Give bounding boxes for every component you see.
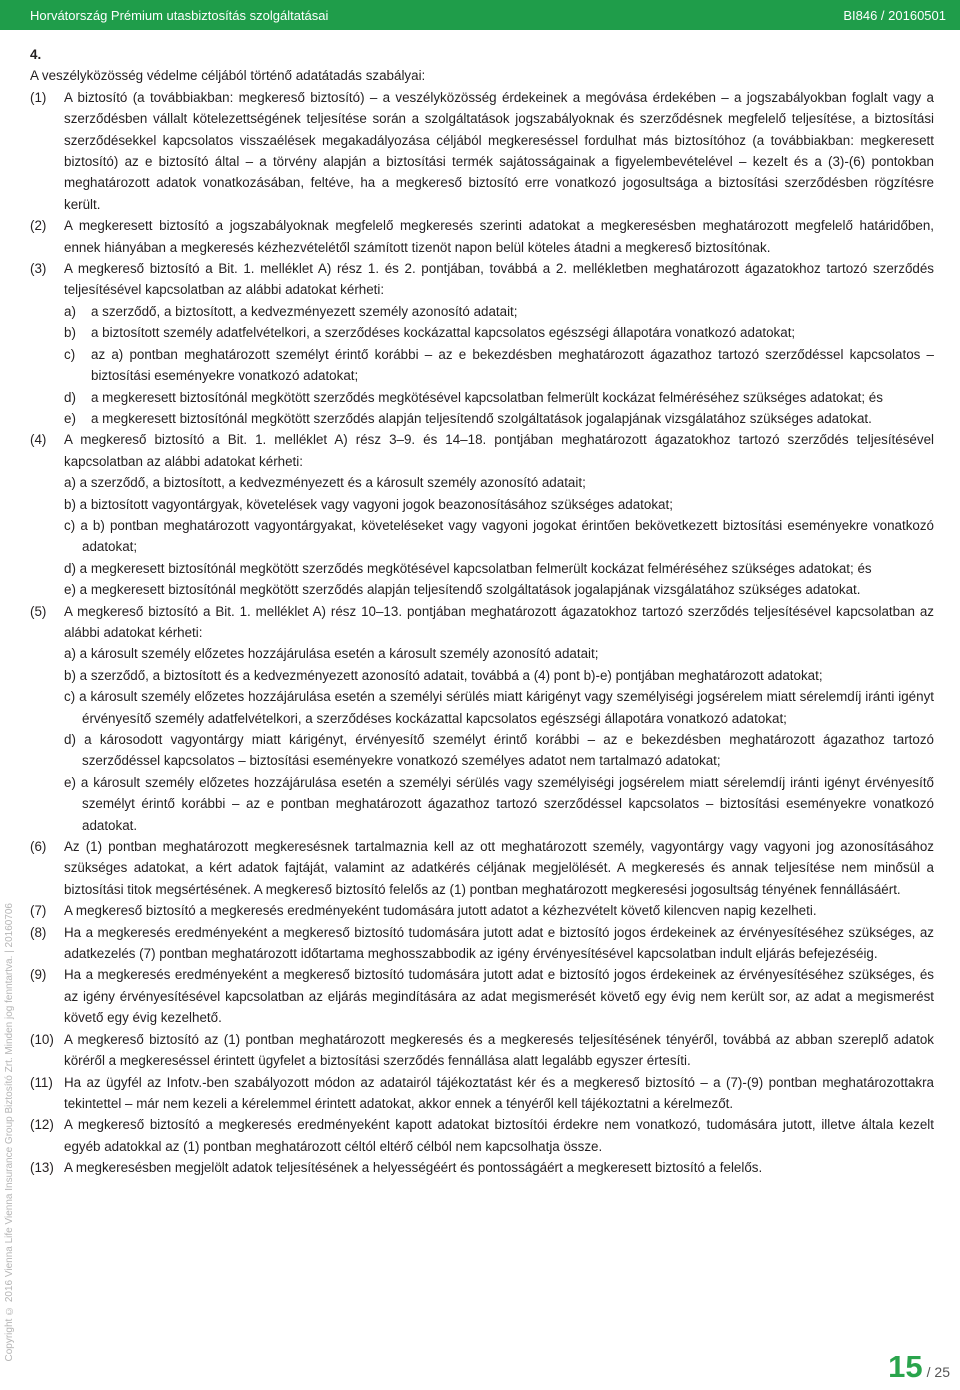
item-number: (1): [30, 89, 47, 105]
copyright-notice: Copyright © 2016 Vienna Life Vienna Insurance Group Biztosító Zrt. Minden jog fenntartva. | 20160706: [4, 903, 15, 1362]
item-body: [64, 429, 934, 600]
current-page: 15: [888, 1349, 923, 1384]
sub-item-text: a megkeresett biztosítónál megkötött szerződés alapján teljesítendő szolgáltatások jogalapjának vizsgálatához szükséges adatokat.: [91, 410, 872, 426]
item-body: [64, 900, 934, 921]
item-body: [64, 964, 934, 1028]
item-number: (7): [30, 903, 47, 919]
item-body: [64, 1029, 934, 1072]
sub-item-d: [64, 729, 934, 772]
sub-item-label: b): [64, 325, 76, 341]
item-10: [30, 1029, 934, 1072]
item-number: (10): [30, 1031, 54, 1047]
sub-item-label: c): [64, 689, 76, 705]
sub-item-text: a megkeresett biztosítónál megkötött szerződés megkötésével kapcsolatban felmerült kockázat felméréséhez szükséges adatokat; és: [91, 389, 883, 405]
sub-item-text: a megkeresett biztosítónál megkötött szerződés megkötésével kapcsolatban felmerült kockázat felméréséhez szükséges adatokat; és: [79, 560, 872, 576]
item-8: [30, 922, 934, 965]
section-number: 4.: [30, 47, 42, 62]
sub-item-label: b): [64, 496, 76, 512]
item-4: [30, 429, 934, 600]
item-body: [64, 215, 934, 258]
sub-item-d: [64, 387, 934, 408]
sub-item-text: a károsodott vagyontárgy miatt kárigényt, érvényesítő személyt érintő korábbi – az e bekezdésben meghatározott ágazathoz tartozó szerződéssel kapcsolatos – biztosítási eseményekre vonatkozó személyes adatot nem tartalmazó adatokat;: [82, 732, 934, 769]
item-text: A megkeresett biztosító a jogszabályoknak megfelelő megkeresés szerinti adatokat a megkeresésben meghatározott megfelelő határidőben, ennek hiányában a megkeresés kézhezvételétől számított tizenöt napon belül köteles átadni a megkereső biztosítónak.: [64, 218, 934, 255]
sub-item-d: [64, 558, 934, 579]
sub-item-text: az a) pontban meghatározott személyt érintő korábbi – az e bekezdésben meghatározott ágazathoz tartozó szerződéssel kapcsolatos – biztosítási eseményekre vonatkozó adatokat;: [91, 346, 934, 384]
sub-item-b: [64, 494, 934, 515]
item-13: [30, 1157, 934, 1178]
page-header: [0, 0, 960, 30]
section-heading: A veszélyközösség védelme céljából történő adatátadás szabályai:: [30, 68, 426, 84]
item-body: [64, 87, 934, 215]
item-number: (4): [30, 432, 47, 448]
item-number: (6): [30, 839, 47, 855]
sub-item-label: e): [64, 582, 76, 598]
item-9: [30, 964, 934, 1028]
sub-item-e: [64, 408, 934, 429]
item-5: [30, 601, 934, 836]
sub-item-text: a szerződő, a biztosított, a kedvezményezett személy azonosító adatait;: [91, 303, 518, 319]
item-text: A megkereső biztosító a Bit. 1. melléklet A) rész 10–13. pontjában meghatározott ágazatokhoz tartozó szerződés teljesítésével kapcsolatban az alábbi adatokat kérheti:: [64, 603, 934, 640]
item-number: (11): [30, 1074, 53, 1090]
item-body: [64, 1072, 934, 1115]
item-number: (3): [30, 261, 47, 277]
sub-item-a: [64, 643, 934, 664]
item-number: (12): [30, 1117, 54, 1133]
sub-item-c: [64, 686, 934, 729]
sub-item-label: e): [64, 410, 76, 426]
header-title: Horvátország Prémium utasbiztosítás szolgáltatásai: [30, 8, 329, 23]
sub-item-label: d): [64, 389, 76, 405]
item-12: [30, 1114, 934, 1157]
sub-item-text: a károsult személy előzetes hozzájárulása esetén a személyi sérülés vagy személyiségi jogsérelem miatt sérelemdíj iránti igényt érvényesítő személyt érintő korábbi – az e pontban meghatározott ágazathoz tartozó szerződéssel kapcsolatos – biztosítási eseményekre vonatkozó adatokat.: [80, 774, 934, 833]
sub-item-text: a károsult személy előzetes hozzájárulása esetén a személyi sérülés miatt kárigényt vagy személyiségi jogsérelem miatt sérelemdíj iránti igényt érvényesítő személy adatfelvételkori, a szerződéses kockázattal kapcsolatos egészségi állapotára vonatkozó adatokat;: [79, 689, 934, 726]
sub-item-a: [64, 301, 934, 322]
sub-item-label: a): [64, 475, 76, 491]
sub-item-label: d): [64, 732, 76, 747]
item-body: [64, 836, 934, 900]
item-text: A megkereső biztosító a megkeresés eredményeként kapott adatokat biztosítói érdekre nem vonatkozó, tudomására jutott, illetve általa kezelt egyéb adatokkal az (1) pontban meghatározott céltól eltérő célból nem kapcsolhatja össze.: [64, 1117, 934, 1154]
sub-item-e: [64, 772, 934, 836]
sub-item-a: [64, 472, 934, 493]
item-text: A megkereső biztosító az (1) pontban meghatározott megkeresés és a megkeresés teljesítésének tényéről, továbbá az abban szereplő adatok köréről a megkereséssel érintett ügyfelet a biztosítási szerződés fennállása alatt legalább egyszer értesíti.: [64, 1031, 934, 1069]
sub-item-text: a szerződő, a biztosított és a kedvezményezett azonosító adatait, továbbá a (4) pont b)-e) pontjában meghatározott adatokat;: [79, 667, 823, 683]
item-1: [30, 87, 934, 215]
item-11: [30, 1072, 934, 1115]
item-text: Ha a megkeresés eredményeként a megkereső biztosító tudomására jutott adat e biztosító jogos érdekeinek az érvényesítéséhez szükséges, és az igény érvényesítésével kapcsolatban az eljárás megindítására az adat megismerését követő egy évig nem került sor, az adat a megismerést követő egy évig kezelhető.: [64, 967, 934, 1026]
sub-item-b: [64, 322, 934, 343]
sub-item-label: b): [64, 667, 76, 683]
item-text: A megkereső biztosító a Bit. 1. melléklet A) rész 3–9. és 14–18. pontjában meghatározott ágazatokhoz tartozó szerződés teljesítésével kapcsolatban az alábbi adatokat kérheti:: [64, 432, 934, 469]
item-3: [30, 258, 934, 429]
sub-item-label: a): [64, 646, 76, 662]
page-number: [888, 1351, 950, 1382]
sub-item-label: e): [64, 774, 76, 790]
sub-item-e: [64, 579, 934, 600]
item-body: [64, 601, 934, 836]
total-pages: / 25: [926, 1364, 950, 1380]
item-text: Ha a megkeresés eredményeként a megkereső biztosító tudomására jutott adat e biztosító jogos érdekeinek az érvényesítéséhez szükséges, az adatkezelés (7) pontban meghatározott időtartama meghosszabbodik az igény érvényesítésével kapcsolatban indult eljárás befejezéséig.: [64, 924, 934, 962]
sub-item-b: [64, 665, 934, 686]
item-text: A biztosító (a továbbiakban: megkereső biztosító) – a veszélyközösség érdekeinek a megóvása érdekében – a jogszabályokban foglalt vagy a szerződésben vállalt kötelezettségének teljesítése során a szolgáltatások jogszabályoknak és szerződésnek megfelelő teljesítése, a biztosítási szerződésekkel kapcsolatos visszaélések megakadályozása céljából megkereséssel fordulhat más biztosítóhoz (a továbbiakban: megkeresett biztosító) az e biztosító által – a törvény alapján a biztosítási termék sajátosságainak a figyelembevételével – kezelt és a (3)-(6) pontokban meghatározott adatok vonatkozásában, feltéve, ha a megkereső biztosító erre vonatkozó jogosultsága a biztosítási szerződésben rögzítésre került.: [64, 89, 934, 212]
sub-item-text: a biztosított vagyontárgyak, követelések vagy vagyoni jogok beazonosításához szükséges adatokat;: [79, 496, 673, 512]
item-text: A megkereső biztosító a Bit. 1. melléklet A) rész 1. és 2. pontjában, továbbá a 2. mellékletben meghatározott ágazatokhoz tartozó szerződés teljesítésével kapcsolatban az alábbi adatokat kérheti:: [64, 261, 934, 298]
item-number: (5): [30, 603, 47, 619]
item-text: A megkereső biztosító a megkeresés eredményeként tudomására jutott adatot a kézhezvételt követő kilencven napig kezelheti.: [64, 903, 817, 919]
sub-item-text: a megkeresett biztosítónál megkötött szerződés alapján teljesítendő szolgáltatások jogalapjának vizsgálatához szükséges adatokat.: [79, 582, 861, 598]
item-6: [30, 836, 934, 900]
item-body: [64, 258, 934, 429]
item-2: [30, 215, 934, 258]
item-number: (2): [30, 218, 47, 234]
sub-item-c: [64, 344, 934, 387]
document-body: [30, 44, 934, 1179]
sub-item-c: [64, 515, 934, 558]
sub-item-label: d): [64, 560, 76, 576]
sub-item-text: a b) pontban meghatározott vagyontárgyakat, követeléseket vagy vagyoni jogokat érintően bekövetkezett biztosítási eseményekre vonatkozó adatokat;: [80, 517, 934, 555]
header-document-code: BI846 / 20160501: [843, 8, 946, 23]
sub-item-label: c): [64, 346, 76, 362]
item-body: [64, 1157, 934, 1178]
item-number: (13): [30, 1160, 54, 1176]
item-number: (9): [30, 967, 47, 983]
item-body: [64, 922, 934, 965]
item-text: A megkeresésben megjelölt adatok teljesítésének a helyességéért és pontosságáért a megkeresett biztosító a felelős.: [64, 1160, 763, 1176]
item-number: (8): [30, 924, 47, 940]
item-text: Ha az ügyfél az Infotv.-ben szabályozott módon az adatairól tájékoztatást kér és a megkereső biztosító – a (7)-(9) pontban meghatározottakra tekintettel – már nem kezeli a kérelemmel érintett adatokat, akkor ennek a tényéről kell tájékoztatni a kérelmezőt.: [64, 1074, 934, 1111]
item-7: [30, 900, 934, 921]
sub-item-text: a károsult személy előzetes hozzájárulása esetén a károsult személy azonosító adatait;: [79, 646, 599, 662]
item-text: Az (1) pontban meghatározott megkeresésnek tartalmaznia kell az ott meghatározott személy, vagyontárgy vagy vagyoni jog azonosításához szükséges adatokat, a kért adatok fajtáját, valamint az adatkérés céljának megjelölését. A megkeresés és annak teljesítése nem minősül a biztosítási titok megsértésének. A megkereső biztosító felelős az (1) pontban meghatározott megkeresési jogosultság tényének fennállásáért.: [64, 839, 934, 897]
sub-item-text: a biztosított személy adatfelvételkori, a szerződéses kockázattal kapcsolatos egészségi állapotára vonatkozó adatokat;: [91, 325, 796, 341]
item-body: [64, 1114, 934, 1157]
sub-item-label: a): [64, 303, 76, 319]
sub-item-text: a szerződő, a biztosított, a kedvezményezett és a károsult személy azonosító adatait;: [79, 475, 586, 491]
sub-item-label: c): [64, 517, 76, 533]
